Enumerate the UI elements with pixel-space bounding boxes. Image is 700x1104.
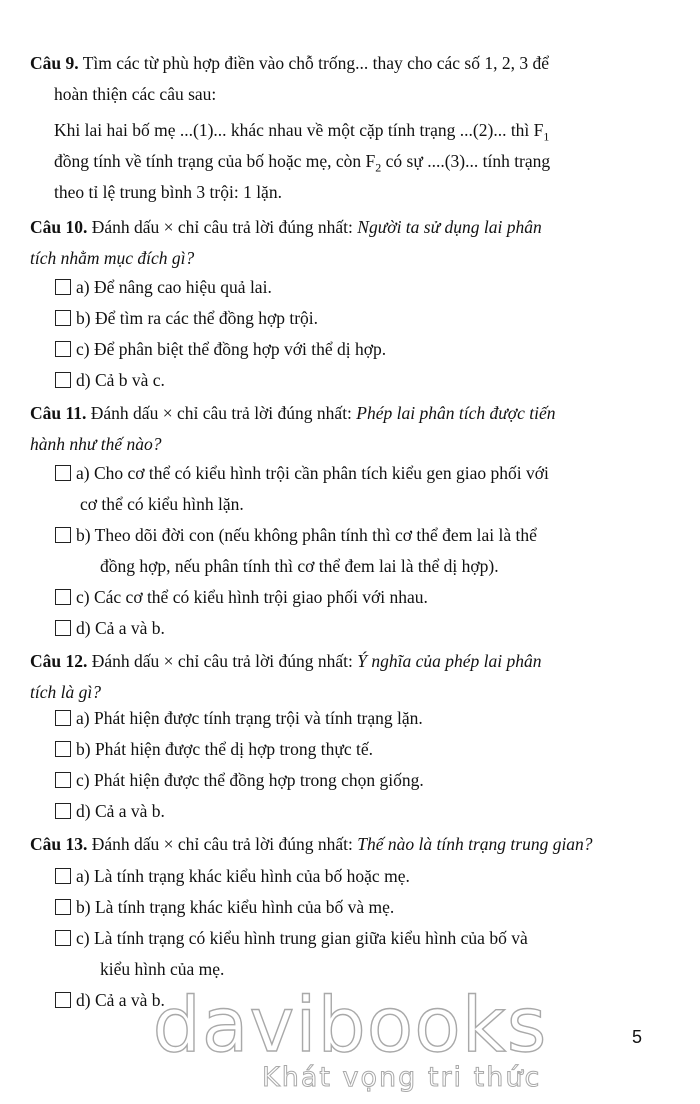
answer-checkbox[interactable] [55,310,71,326]
option-a-cont: cơ thể có kiểu hình lặn. [80,494,244,514]
question-prompt: Người ta sử dụng lai phân [357,217,542,237]
option-b: b) Theo dõi đời con (nếu không phân tính thì cơ thể đem lai là thể [55,520,650,551]
answer-checkbox[interactable] [55,772,71,788]
option-d: d) Cả a và b. [55,613,650,644]
answer-checkbox[interactable] [55,710,71,726]
option-b: b) Phát hiện được thể dị hợp trong thực tế. [55,734,650,765]
question-9 [30,48,650,110]
option-b: b) Là tính trạng khác kiểu hình của bố và mẹ. [55,892,650,923]
fill-sentence-line-2: đồng tính về tính trạng của bố hoặc mẹ, còn $F_2$ có sự ....(3)... tính trạng [54,151,551,175]
answer-checkbox[interactable] [55,465,71,481]
answer-checkbox[interactable] [55,341,71,357]
question-number: Câu 11. [30,403,87,423]
option-b: b) Để tìm ra các thể đồng hợp trội. [55,303,650,334]
question-prompt: Phép lai phân tích được tiến [356,403,556,423]
option-c-cont: kiểu hình của mẹ. [100,959,225,979]
answer-checkbox[interactable] [55,279,71,295]
answer-checkbox[interactable] [55,992,71,1008]
question-prompt-cont: tích là gì? [30,682,101,702]
option-a: a) Cho cơ thể có kiểu hình trội cần phân tích kiểu gen giao phối với [55,458,650,489]
option-c: c) Để phân biệt thể đồng hợp với thể dị hợp. [55,334,650,365]
question-prompt-cont: hành như thế nào? [30,434,162,454]
option-d: d) Cả a và b. [55,796,650,827]
fill-sentence-line-3: theo tỉ lệ trung bình 3 trội: 1 lặn. [54,182,282,202]
answer-checkbox[interactable] [55,899,71,915]
fill-sentence-line-1: Khi lai hai bố mẹ ...(1)... khác nhau về một cặp tính trạng ...(2)... thì $F_1$ [54,120,550,144]
page-number: 5 [632,1027,643,1047]
question-text-cont: hoàn thiện các câu sau: [54,84,217,104]
option-a: a) Để nâng cao hiệu quả lai. [55,272,650,303]
option-c: c) Là tính trạng có kiểu hình trung gian giữa kiểu hình của bố và [55,923,650,954]
answer-checkbox[interactable] [55,372,71,388]
question-12: Câu 12. Đánh dấu × chỉ câu trả lời đúng nhất: Ý nghĩa của phép lai phân tích là gì? [30,646,650,708]
option-b-cont: đồng hợp, nếu phân tính thì cơ thể đem lai là thể dị hợp). [100,556,499,576]
answer-checkbox[interactable] [55,803,71,819]
question-number: Câu 9. [30,53,79,73]
option-d: d) Cả a và b. [55,985,650,1016]
question-prompt: Ý nghĩa của phép lai phân [357,651,542,671]
question-13: Câu 13. Đánh dấu × chỉ câu trả lời đúng nhất: Thế nào là tính trạng trung gian? [30,834,593,854]
answer-checkbox[interactable] [55,620,71,636]
answer-checkbox[interactable] [55,527,71,543]
answer-checkbox[interactable] [55,589,71,605]
watermark-brand: davibooks [152,980,548,1069]
answer-checkbox[interactable] [55,868,71,884]
question-number: Câu 10. [30,217,88,237]
question-prompt: Thế nào là tính trạng trung gian? [357,834,593,854]
watermark-slogan: Khát vọng tri thức [262,1062,542,1093]
option-a: a) Phát hiện được tính trạng trội và tính trạng lặn. [55,703,650,734]
question-number: Câu 13. [30,834,88,854]
option-c: c) Các cơ thể có kiểu hình trội giao phối với nhau. [55,582,650,613]
option-d: d) Cả b và c. [55,365,650,396]
question-number: Câu 12. [30,651,88,671]
answer-checkbox[interactable] [55,930,71,946]
question-prompt-cont: tích nhằm mục đích gì? [30,248,195,268]
question-11: Câu 11. Đánh dấu × chỉ câu trả lời đúng nhất: Phép lai phân tích được tiến hành như thế nào? [30,398,650,460]
question-text: Tìm các từ phù hợp điền vào chỗ trống... thay cho các số 1, 2, 3 để [82,53,550,73]
answer-checkbox[interactable] [55,741,71,757]
option-a: a) Là tính trạng khác kiểu hình của bố hoặc mẹ. [55,861,650,892]
option-c: c) Phát hiện được thể đồng hợp trong chọn giống. [55,765,650,796]
question-10: Câu 10. Đánh dấu × chỉ câu trả lời đúng nhất: Người ta sử dụng lai phân tích nhằm mục đích gì? [30,212,650,274]
